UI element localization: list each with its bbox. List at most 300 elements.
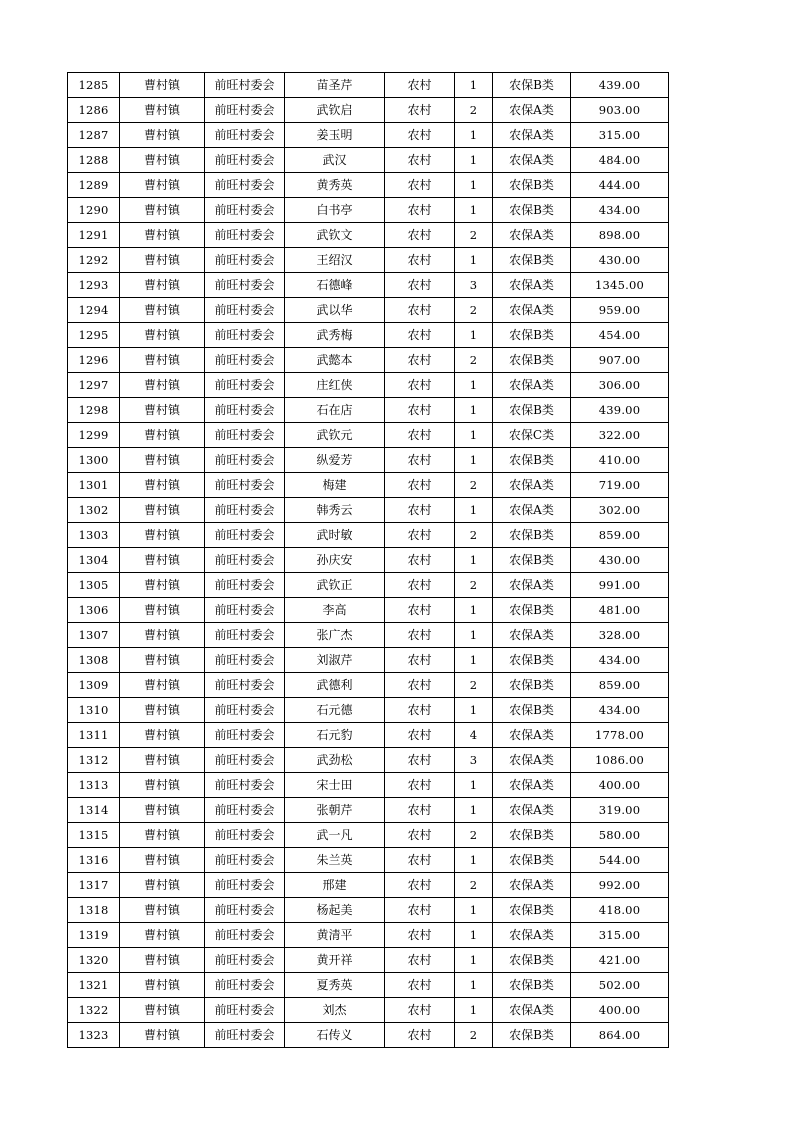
household-count-cell: 2 bbox=[455, 473, 493, 498]
town-cell: 曹村镇 bbox=[120, 73, 205, 98]
household-count-cell: 1 bbox=[455, 798, 493, 823]
household-count-cell: 1 bbox=[455, 948, 493, 973]
village-committee-cell: 前旺村委会 bbox=[205, 98, 285, 123]
insurance-category-cell: 农保A类 bbox=[493, 123, 571, 148]
amount-cell: 434.00 bbox=[571, 198, 669, 223]
name-cell: 武钦正 bbox=[285, 573, 385, 598]
residence-type-cell: 农村 bbox=[385, 998, 455, 1023]
town-cell: 曹村镇 bbox=[120, 298, 205, 323]
insurance-category-cell: 农保B类 bbox=[493, 323, 571, 348]
serial-number-cell: 1305 bbox=[68, 573, 120, 598]
village-committee-cell: 前旺村委会 bbox=[205, 748, 285, 773]
insurance-category-cell: 农保A类 bbox=[493, 98, 571, 123]
table-row bbox=[68, 898, 669, 923]
village-committee-cell: 前旺村委会 bbox=[205, 823, 285, 848]
name-cell: 武钦启 bbox=[285, 98, 385, 123]
serial-number-cell: 1319 bbox=[68, 923, 120, 948]
amount-cell: 484.00 bbox=[571, 148, 669, 173]
serial-number-cell: 1301 bbox=[68, 473, 120, 498]
serial-number-cell: 1293 bbox=[68, 273, 120, 298]
town-cell: 曹村镇 bbox=[120, 473, 205, 498]
name-cell: 黄开祥 bbox=[285, 948, 385, 973]
residence-type-cell: 农村 bbox=[385, 248, 455, 273]
name-cell: 武懿本 bbox=[285, 348, 385, 373]
residence-type-cell: 农村 bbox=[385, 398, 455, 423]
town-cell: 曹村镇 bbox=[120, 573, 205, 598]
table-row bbox=[68, 198, 669, 223]
household-count-cell: 1 bbox=[455, 648, 493, 673]
household-count-cell: 1 bbox=[455, 198, 493, 223]
serial-number-cell: 1321 bbox=[68, 973, 120, 998]
serial-number-cell: 1297 bbox=[68, 373, 120, 398]
amount-cell: 859.00 bbox=[571, 523, 669, 548]
household-count-cell: 1 bbox=[455, 373, 493, 398]
residence-type-cell: 农村 bbox=[385, 573, 455, 598]
town-cell: 曹村镇 bbox=[120, 873, 205, 898]
residence-type-cell: 农村 bbox=[385, 98, 455, 123]
amount-cell: 400.00 bbox=[571, 773, 669, 798]
amount-cell: 502.00 bbox=[571, 973, 669, 998]
serial-number-cell: 1312 bbox=[68, 748, 120, 773]
town-cell: 曹村镇 bbox=[120, 598, 205, 623]
table-row bbox=[68, 598, 669, 623]
name-cell: 石元德 bbox=[285, 698, 385, 723]
household-count-cell: 2 bbox=[455, 523, 493, 548]
town-cell: 曹村镇 bbox=[120, 848, 205, 873]
village-committee-cell: 前旺村委会 bbox=[205, 873, 285, 898]
serial-number-cell: 1286 bbox=[68, 98, 120, 123]
table-row bbox=[68, 773, 669, 798]
name-cell: 宋士田 bbox=[285, 773, 385, 798]
residence-type-cell: 农村 bbox=[385, 373, 455, 398]
town-cell: 曹村镇 bbox=[120, 923, 205, 948]
serial-number-cell: 1320 bbox=[68, 948, 120, 973]
table-row bbox=[68, 223, 669, 248]
household-count-cell: 2 bbox=[455, 1023, 493, 1048]
village-committee-cell: 前旺村委会 bbox=[205, 698, 285, 723]
name-cell: 武以华 bbox=[285, 298, 385, 323]
table-row bbox=[68, 348, 669, 373]
residence-type-cell: 农村 bbox=[385, 73, 455, 98]
village-committee-cell: 前旺村委会 bbox=[205, 1023, 285, 1048]
household-count-cell: 2 bbox=[455, 348, 493, 373]
town-cell: 曹村镇 bbox=[120, 123, 205, 148]
name-cell: 孙庆安 bbox=[285, 548, 385, 573]
household-count-cell: 1 bbox=[455, 148, 493, 173]
town-cell: 曹村镇 bbox=[120, 398, 205, 423]
residence-type-cell: 农村 bbox=[385, 873, 455, 898]
village-committee-cell: 前旺村委会 bbox=[205, 598, 285, 623]
insurance-category-cell: 农保B类 bbox=[493, 898, 571, 923]
village-committee-cell: 前旺村委会 bbox=[205, 73, 285, 98]
table-row bbox=[68, 373, 669, 398]
table-row bbox=[68, 823, 669, 848]
serial-number-cell: 1296 bbox=[68, 348, 120, 373]
insurance-category-cell: 农保B类 bbox=[493, 673, 571, 698]
name-cell: 武钦元 bbox=[285, 423, 385, 448]
household-count-cell: 1 bbox=[455, 698, 493, 723]
village-committee-cell: 前旺村委会 bbox=[205, 673, 285, 698]
table-row bbox=[68, 173, 669, 198]
household-count-cell: 1 bbox=[455, 423, 493, 448]
name-cell: 石在店 bbox=[285, 398, 385, 423]
town-cell: 曹村镇 bbox=[120, 198, 205, 223]
table-row bbox=[68, 248, 669, 273]
insurance-category-cell: 农保A类 bbox=[493, 148, 571, 173]
insurance-category-cell: 农保A类 bbox=[493, 498, 571, 523]
town-cell: 曹村镇 bbox=[120, 323, 205, 348]
name-cell: 石传义 bbox=[285, 1023, 385, 1048]
serial-number-cell: 1309 bbox=[68, 673, 120, 698]
village-committee-cell: 前旺村委会 bbox=[205, 623, 285, 648]
village-committee-cell: 前旺村委会 bbox=[205, 248, 285, 273]
serial-number-cell: 1306 bbox=[68, 598, 120, 623]
insurance-category-cell: 农保B类 bbox=[493, 1023, 571, 1048]
insurance-category-cell: 农保A类 bbox=[493, 923, 571, 948]
town-cell: 曹村镇 bbox=[120, 448, 205, 473]
serial-number-cell: 1289 bbox=[68, 173, 120, 198]
name-cell: 纵爱芳 bbox=[285, 448, 385, 473]
name-cell: 刘杰 bbox=[285, 998, 385, 1023]
insurance-category-cell: 农保A类 bbox=[493, 723, 571, 748]
name-cell: 武汉 bbox=[285, 148, 385, 173]
serial-number-cell: 1292 bbox=[68, 248, 120, 273]
residence-type-cell: 农村 bbox=[385, 348, 455, 373]
records-table bbox=[67, 72, 669, 1048]
serial-number-cell: 1300 bbox=[68, 448, 120, 473]
amount-cell: 859.00 bbox=[571, 673, 669, 698]
amount-cell: 907.00 bbox=[571, 348, 669, 373]
residence-type-cell: 农村 bbox=[385, 498, 455, 523]
village-committee-cell: 前旺村委会 bbox=[205, 898, 285, 923]
town-cell: 曹村镇 bbox=[120, 223, 205, 248]
insurance-category-cell: 农保A类 bbox=[493, 223, 571, 248]
name-cell: 石德峰 bbox=[285, 273, 385, 298]
table-body bbox=[68, 73, 669, 1048]
household-count-cell: 1 bbox=[455, 548, 493, 573]
residence-type-cell: 农村 bbox=[385, 423, 455, 448]
name-cell: 李高 bbox=[285, 598, 385, 623]
table-row bbox=[68, 548, 669, 573]
amount-cell: 400.00 bbox=[571, 998, 669, 1023]
household-count-cell: 1 bbox=[455, 73, 493, 98]
insurance-category-cell: 农保A类 bbox=[493, 473, 571, 498]
table-row bbox=[68, 848, 669, 873]
household-count-cell: 3 bbox=[455, 748, 493, 773]
town-cell: 曹村镇 bbox=[120, 648, 205, 673]
town-cell: 曹村镇 bbox=[120, 373, 205, 398]
amount-cell: 898.00 bbox=[571, 223, 669, 248]
town-cell: 曹村镇 bbox=[120, 548, 205, 573]
serial-number-cell: 1288 bbox=[68, 148, 120, 173]
amount-cell: 439.00 bbox=[571, 73, 669, 98]
name-cell: 梅建 bbox=[285, 473, 385, 498]
insurance-category-cell: 农保B类 bbox=[493, 698, 571, 723]
amount-cell: 1345.00 bbox=[571, 273, 669, 298]
table-row bbox=[68, 298, 669, 323]
amount-cell: 991.00 bbox=[571, 573, 669, 598]
village-committee-cell: 前旺村委会 bbox=[205, 198, 285, 223]
name-cell: 武钦文 bbox=[285, 223, 385, 248]
village-committee-cell: 前旺村委会 bbox=[205, 323, 285, 348]
household-count-cell: 2 bbox=[455, 223, 493, 248]
name-cell: 苗圣芹 bbox=[285, 73, 385, 98]
household-count-cell: 2 bbox=[455, 573, 493, 598]
table-row bbox=[68, 498, 669, 523]
village-committee-cell: 前旺村委会 bbox=[205, 148, 285, 173]
household-count-cell: 2 bbox=[455, 873, 493, 898]
table-row bbox=[68, 98, 669, 123]
residence-type-cell: 农村 bbox=[385, 223, 455, 248]
name-cell: 王绍汉 bbox=[285, 248, 385, 273]
town-cell: 曹村镇 bbox=[120, 698, 205, 723]
serial-number-cell: 1317 bbox=[68, 873, 120, 898]
amount-cell: 439.00 bbox=[571, 398, 669, 423]
town-cell: 曹村镇 bbox=[120, 1023, 205, 1048]
insurance-category-cell: 农保B类 bbox=[493, 73, 571, 98]
household-count-cell: 2 bbox=[455, 98, 493, 123]
insurance-category-cell: 农保A类 bbox=[493, 748, 571, 773]
town-cell: 曹村镇 bbox=[120, 348, 205, 373]
residence-type-cell: 农村 bbox=[385, 723, 455, 748]
town-cell: 曹村镇 bbox=[120, 673, 205, 698]
table-row bbox=[68, 148, 669, 173]
amount-cell: 430.00 bbox=[571, 548, 669, 573]
household-count-cell: 1 bbox=[455, 848, 493, 873]
serial-number-cell: 1316 bbox=[68, 848, 120, 873]
serial-number-cell: 1313 bbox=[68, 773, 120, 798]
table-row bbox=[68, 123, 669, 148]
village-committee-cell: 前旺村委会 bbox=[205, 398, 285, 423]
table-row bbox=[68, 698, 669, 723]
amount-cell: 1778.00 bbox=[571, 723, 669, 748]
household-count-cell: 1 bbox=[455, 248, 493, 273]
table-row bbox=[68, 873, 669, 898]
name-cell: 武一凡 bbox=[285, 823, 385, 848]
table-row bbox=[68, 573, 669, 598]
table-row bbox=[68, 1023, 669, 1048]
serial-number-cell: 1295 bbox=[68, 323, 120, 348]
table-row bbox=[68, 648, 669, 673]
insurance-category-cell: 农保B类 bbox=[493, 848, 571, 873]
town-cell: 曹村镇 bbox=[120, 998, 205, 1023]
amount-cell: 544.00 bbox=[571, 848, 669, 873]
village-committee-cell: 前旺村委会 bbox=[205, 948, 285, 973]
amount-cell: 410.00 bbox=[571, 448, 669, 473]
name-cell: 黄清平 bbox=[285, 923, 385, 948]
table-row bbox=[68, 273, 669, 298]
residence-type-cell: 农村 bbox=[385, 898, 455, 923]
amount-cell: 434.00 bbox=[571, 648, 669, 673]
town-cell: 曹村镇 bbox=[120, 823, 205, 848]
amount-cell: 418.00 bbox=[571, 898, 669, 923]
serial-number-cell: 1318 bbox=[68, 898, 120, 923]
residence-type-cell: 农村 bbox=[385, 748, 455, 773]
table-row bbox=[68, 948, 669, 973]
residence-type-cell: 农村 bbox=[385, 673, 455, 698]
insurance-category-cell: 农保A类 bbox=[493, 273, 571, 298]
table-row bbox=[68, 323, 669, 348]
insurance-category-cell: 农保A类 bbox=[493, 773, 571, 798]
residence-type-cell: 农村 bbox=[385, 548, 455, 573]
household-count-cell: 1 bbox=[455, 173, 493, 198]
amount-cell: 481.00 bbox=[571, 598, 669, 623]
village-committee-cell: 前旺村委会 bbox=[205, 423, 285, 448]
town-cell: 曹村镇 bbox=[120, 948, 205, 973]
table-row bbox=[68, 473, 669, 498]
insurance-category-cell: 农保B类 bbox=[493, 448, 571, 473]
residence-type-cell: 农村 bbox=[385, 948, 455, 973]
village-committee-cell: 前旺村委会 bbox=[205, 373, 285, 398]
amount-cell: 903.00 bbox=[571, 98, 669, 123]
town-cell: 曹村镇 bbox=[120, 623, 205, 648]
residence-type-cell: 农村 bbox=[385, 623, 455, 648]
table-row bbox=[68, 423, 669, 448]
town-cell: 曹村镇 bbox=[120, 798, 205, 823]
insurance-category-cell: 农保A类 bbox=[493, 573, 571, 598]
serial-number-cell: 1291 bbox=[68, 223, 120, 248]
insurance-category-cell: 农保B类 bbox=[493, 523, 571, 548]
household-count-cell: 1 bbox=[455, 623, 493, 648]
village-committee-cell: 前旺村委会 bbox=[205, 123, 285, 148]
serial-number-cell: 1314 bbox=[68, 798, 120, 823]
residence-type-cell: 农村 bbox=[385, 823, 455, 848]
residence-type-cell: 农村 bbox=[385, 298, 455, 323]
insurance-category-cell: 农保A类 bbox=[493, 623, 571, 648]
residence-type-cell: 农村 bbox=[385, 798, 455, 823]
town-cell: 曹村镇 bbox=[120, 523, 205, 548]
residence-type-cell: 农村 bbox=[385, 523, 455, 548]
serial-number-cell: 1290 bbox=[68, 198, 120, 223]
town-cell: 曹村镇 bbox=[120, 248, 205, 273]
village-committee-cell: 前旺村委会 bbox=[205, 498, 285, 523]
amount-cell: 580.00 bbox=[571, 823, 669, 848]
name-cell: 庄红侠 bbox=[285, 373, 385, 398]
table-row bbox=[68, 723, 669, 748]
insurance-category-cell: 农保B类 bbox=[493, 823, 571, 848]
serial-number-cell: 1299 bbox=[68, 423, 120, 448]
town-cell: 曹村镇 bbox=[120, 773, 205, 798]
table-row bbox=[68, 798, 669, 823]
household-count-cell: 3 bbox=[455, 273, 493, 298]
name-cell: 武秀梅 bbox=[285, 323, 385, 348]
town-cell: 曹村镇 bbox=[120, 748, 205, 773]
name-cell: 张朝芹 bbox=[285, 798, 385, 823]
insurance-category-cell: 农保A类 bbox=[493, 298, 571, 323]
insurance-category-cell: 农保A类 bbox=[493, 798, 571, 823]
town-cell: 曹村镇 bbox=[120, 898, 205, 923]
household-count-cell: 1 bbox=[455, 973, 493, 998]
residence-type-cell: 农村 bbox=[385, 198, 455, 223]
residence-type-cell: 农村 bbox=[385, 698, 455, 723]
insurance-category-cell: 农保B类 bbox=[493, 548, 571, 573]
household-count-cell: 1 bbox=[455, 773, 493, 798]
residence-type-cell: 农村 bbox=[385, 848, 455, 873]
residence-type-cell: 农村 bbox=[385, 173, 455, 198]
name-cell: 杨起美 bbox=[285, 898, 385, 923]
village-committee-cell: 前旺村委会 bbox=[205, 973, 285, 998]
village-committee-cell: 前旺村委会 bbox=[205, 848, 285, 873]
household-count-cell: 1 bbox=[455, 323, 493, 348]
table-row bbox=[68, 748, 669, 773]
insurance-category-cell: 农保B类 bbox=[493, 948, 571, 973]
name-cell: 黄秀英 bbox=[285, 173, 385, 198]
household-count-cell: 2 bbox=[455, 298, 493, 323]
amount-cell: 302.00 bbox=[571, 498, 669, 523]
insurance-category-cell: 农保A类 bbox=[493, 373, 571, 398]
household-count-cell: 1 bbox=[455, 448, 493, 473]
amount-cell: 1086.00 bbox=[571, 748, 669, 773]
amount-cell: 315.00 bbox=[571, 123, 669, 148]
name-cell: 夏秀英 bbox=[285, 973, 385, 998]
serial-number-cell: 1294 bbox=[68, 298, 120, 323]
town-cell: 曹村镇 bbox=[120, 98, 205, 123]
name-cell: 武劲松 bbox=[285, 748, 385, 773]
insurance-category-cell: 农保B类 bbox=[493, 648, 571, 673]
residence-type-cell: 农村 bbox=[385, 148, 455, 173]
household-count-cell: 1 bbox=[455, 123, 493, 148]
residence-type-cell: 农村 bbox=[385, 473, 455, 498]
village-committee-cell: 前旺村委会 bbox=[205, 998, 285, 1023]
amount-cell: 959.00 bbox=[571, 298, 669, 323]
village-committee-cell: 前旺村委会 bbox=[205, 348, 285, 373]
name-cell: 韩秀云 bbox=[285, 498, 385, 523]
household-count-cell: 4 bbox=[455, 723, 493, 748]
residence-type-cell: 农村 bbox=[385, 1023, 455, 1048]
village-committee-cell: 前旺村委会 bbox=[205, 223, 285, 248]
amount-cell: 444.00 bbox=[571, 173, 669, 198]
village-committee-cell: 前旺村委会 bbox=[205, 548, 285, 573]
village-committee-cell: 前旺村委会 bbox=[205, 173, 285, 198]
residence-type-cell: 农村 bbox=[385, 973, 455, 998]
residence-type-cell: 农村 bbox=[385, 273, 455, 298]
name-cell: 白书亭 bbox=[285, 198, 385, 223]
household-count-cell: 2 bbox=[455, 823, 493, 848]
serial-number-cell: 1310 bbox=[68, 698, 120, 723]
insurance-category-cell: 农保B类 bbox=[493, 398, 571, 423]
village-committee-cell: 前旺村委会 bbox=[205, 473, 285, 498]
serial-number-cell: 1308 bbox=[68, 648, 120, 673]
insurance-category-cell: 农保B类 bbox=[493, 973, 571, 998]
serial-number-cell: 1304 bbox=[68, 548, 120, 573]
amount-cell: 992.00 bbox=[571, 873, 669, 898]
serial-number-cell: 1307 bbox=[68, 623, 120, 648]
serial-number-cell: 1322 bbox=[68, 998, 120, 1023]
amount-cell: 719.00 bbox=[571, 473, 669, 498]
town-cell: 曹村镇 bbox=[120, 973, 205, 998]
insurance-category-cell: 农保B类 bbox=[493, 598, 571, 623]
table-row bbox=[68, 73, 669, 98]
serial-number-cell: 1323 bbox=[68, 1023, 120, 1048]
name-cell: 邢建 bbox=[285, 873, 385, 898]
name-cell: 姜玉明 bbox=[285, 123, 385, 148]
town-cell: 曹村镇 bbox=[120, 723, 205, 748]
insurance-category-cell: 农保A类 bbox=[493, 998, 571, 1023]
serial-number-cell: 1285 bbox=[68, 73, 120, 98]
serial-number-cell: 1287 bbox=[68, 123, 120, 148]
village-committee-cell: 前旺村委会 bbox=[205, 448, 285, 473]
table-row bbox=[68, 398, 669, 423]
village-committee-cell: 前旺村委会 bbox=[205, 648, 285, 673]
household-count-cell: 2 bbox=[455, 673, 493, 698]
residence-type-cell: 农村 bbox=[385, 598, 455, 623]
serial-number-cell: 1303 bbox=[68, 523, 120, 548]
table-row bbox=[68, 673, 669, 698]
amount-cell: 328.00 bbox=[571, 623, 669, 648]
table-row bbox=[68, 998, 669, 1023]
name-cell: 张广杰 bbox=[285, 623, 385, 648]
amount-cell: 864.00 bbox=[571, 1023, 669, 1048]
